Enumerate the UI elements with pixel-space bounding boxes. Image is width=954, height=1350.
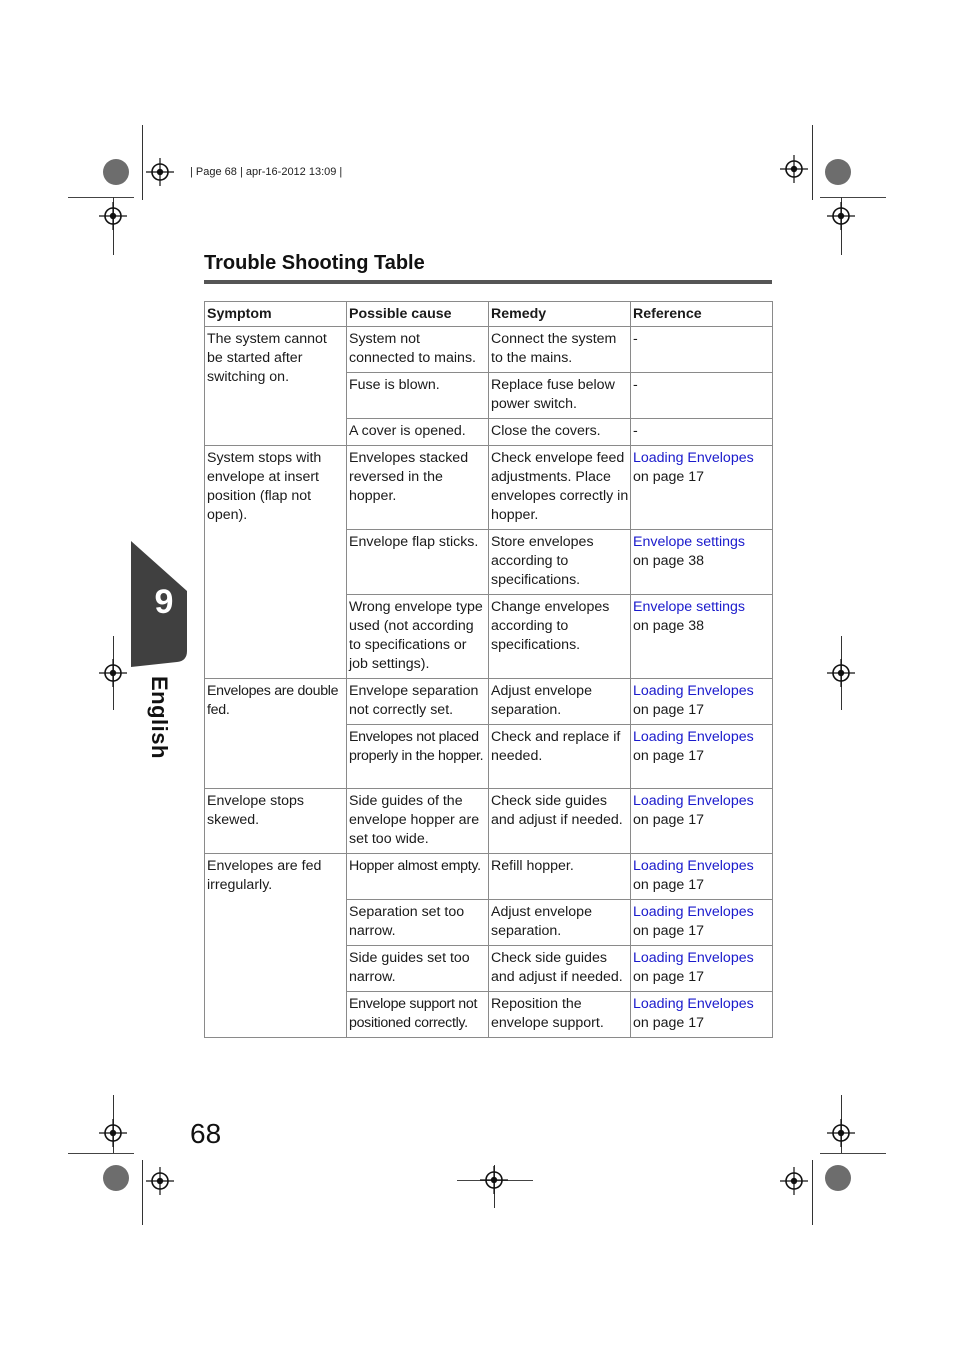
reference-cell — [631, 327, 773, 373]
page-title: Trouble Shooting Table — [204, 252, 425, 274]
remedy-cell: Change envelopes according to specifications. — [489, 595, 631, 679]
registration-mark-icon — [780, 155, 808, 183]
reference-cell — [631, 900, 773, 946]
remedy-cell: Close the covers. — [489, 419, 631, 446]
remedy-cell: Adjust envelope separation. — [489, 900, 631, 946]
reference-page: on page 17 — [633, 812, 705, 828]
remedy-cell: Adjust envelope separation. — [489, 679, 631, 725]
cause-cell: Fuse is blown. — [347, 373, 489, 419]
table-row — [205, 854, 773, 900]
remedy-cell: Check envelope feed adjustments. Place envelopes correctly in hopper. — [489, 446, 631, 530]
cause-cell: Side guides set too narrow. — [347, 946, 489, 992]
remedy-cell: Refill hopper. — [489, 854, 631, 900]
column-header: Symptom — [205, 302, 347, 327]
registration-mark-icon — [827, 202, 855, 230]
reference-link[interactable]: Envelope settings — [633, 534, 745, 550]
cause-cell: System not connected to mains. — [347, 327, 489, 373]
registration-mark-icon — [827, 659, 855, 687]
reference-link[interactable]: Loading Envelopes — [633, 996, 754, 1012]
reference-page: on page 17 — [633, 923, 705, 939]
reference-page: on page 38 — [633, 553, 705, 569]
reference-link[interactable]: Envelope settings — [633, 599, 745, 615]
remedy-cell: Connect the system to the mains. — [489, 327, 631, 373]
table-row — [205, 327, 773, 373]
reference-cell — [631, 530, 773, 595]
registration-mark-icon — [99, 1119, 127, 1147]
reference-link[interactable]: Loading Envelopes — [633, 793, 754, 809]
symptom-cell: System stops with envelope at insert position (flap not open). — [205, 446, 347, 679]
reference-link[interactable]: Loading Envelopes — [633, 904, 754, 920]
reference-page: on page 17 — [633, 748, 705, 764]
cause-cell: Envelope support not positioned correctly. — [347, 992, 489, 1038]
page-number: 68 — [190, 1118, 222, 1149]
symptom-cell: Envelopes are double fed. — [205, 679, 347, 789]
remedy-cell: Store envelopes according to specifications. — [489, 530, 631, 595]
cause-cell: Hopper almost empty. — [347, 854, 489, 900]
print-header: | Page 68 | apr-16-2012 13:09 | — [190, 166, 343, 178]
title-rule — [204, 280, 772, 284]
table-row — [205, 789, 773, 854]
cause-cell: Envelopes not placed properly in the hopper. — [347, 725, 489, 789]
reference-page: on page 38 — [633, 618, 705, 634]
reference-page: on page 17 — [633, 877, 705, 893]
registration-mark-icon — [99, 659, 127, 687]
reference-link[interactable]: Loading Envelopes — [633, 683, 754, 699]
reference-page: on page 17 — [633, 969, 705, 985]
reference-page: on page 17 — [633, 702, 705, 718]
registration-mark-icon — [146, 158, 174, 186]
symptom-cell: Envelopes are fed irregularly. — [205, 854, 347, 1038]
column-header: Possible cause — [347, 302, 489, 327]
registration-mark-icon — [827, 1119, 855, 1147]
reference-link[interactable]: Loading Envelopes — [633, 729, 754, 745]
remedy-cell: Check and replace if needed. — [489, 725, 631, 789]
reference-link[interactable]: Loading Envelopes — [633, 858, 754, 874]
trouble-shooting-table — [204, 301, 773, 1038]
reference-cell — [631, 679, 773, 725]
reference-cell — [631, 946, 773, 992]
reference-page: - — [633, 331, 638, 347]
reference-page: - — [633, 423, 638, 439]
remedy-cell: Reposition the envelope support. — [489, 992, 631, 1038]
cause-cell: Envelope flap sticks. — [347, 530, 489, 595]
print-dot-icon — [825, 159, 851, 185]
cause-cell: Wrong envelope type used (not according to specifications or job settings). — [347, 595, 489, 679]
print-dot-icon — [103, 159, 129, 185]
registration-mark-icon — [99, 202, 127, 230]
print-dot-icon — [825, 1165, 851, 1191]
registration-mark-icon — [780, 1167, 808, 1195]
table-row — [205, 446, 773, 530]
reference-cell — [631, 419, 773, 446]
column-header: Remedy — [489, 302, 631, 327]
print-dot-icon — [103, 1165, 129, 1191]
cause-cell: Side guides of the envelope hopper are set too wide. — [347, 789, 489, 854]
chapter-number: 9 — [154, 583, 174, 621]
reference-cell — [631, 595, 773, 679]
reference-cell — [631, 992, 773, 1038]
reference-cell — [631, 373, 773, 419]
reference-page: on page 17 — [633, 469, 705, 485]
reference-link[interactable]: Loading Envelopes — [633, 950, 754, 966]
cause-cell: Separation set too narrow. — [347, 900, 489, 946]
remedy-cell: Check side guides and adjust if needed. — [489, 789, 631, 854]
reference-cell — [631, 725, 773, 789]
cause-cell: Envelope separation not correctly set. — [347, 679, 489, 725]
table-header-row — [205, 302, 773, 327]
cause-cell: A cover is opened. — [347, 419, 489, 446]
remedy-cell: Check side guides and adjust if needed. — [489, 946, 631, 992]
table-row — [205, 679, 773, 725]
language-label: English — [147, 676, 172, 759]
symptom-cell: Envelope stops skewed. — [205, 789, 347, 854]
cause-cell: Envelopes stacked reversed in the hopper. — [347, 446, 489, 530]
registration-mark-icon — [480, 1166, 508, 1194]
reference-page: - — [633, 377, 638, 393]
reference-cell — [631, 854, 773, 900]
symptom-cell: The system cannot be started after switching on. — [205, 327, 347, 446]
reference-page: on page 17 — [633, 1015, 705, 1031]
reference-link[interactable]: Loading Envelopes — [633, 450, 754, 466]
reference-cell — [631, 789, 773, 854]
registration-mark-icon — [146, 1167, 174, 1195]
reference-cell — [631, 446, 773, 530]
remedy-cell: Replace fuse below power switch. — [489, 373, 631, 419]
column-header: Reference — [631, 302, 773, 327]
